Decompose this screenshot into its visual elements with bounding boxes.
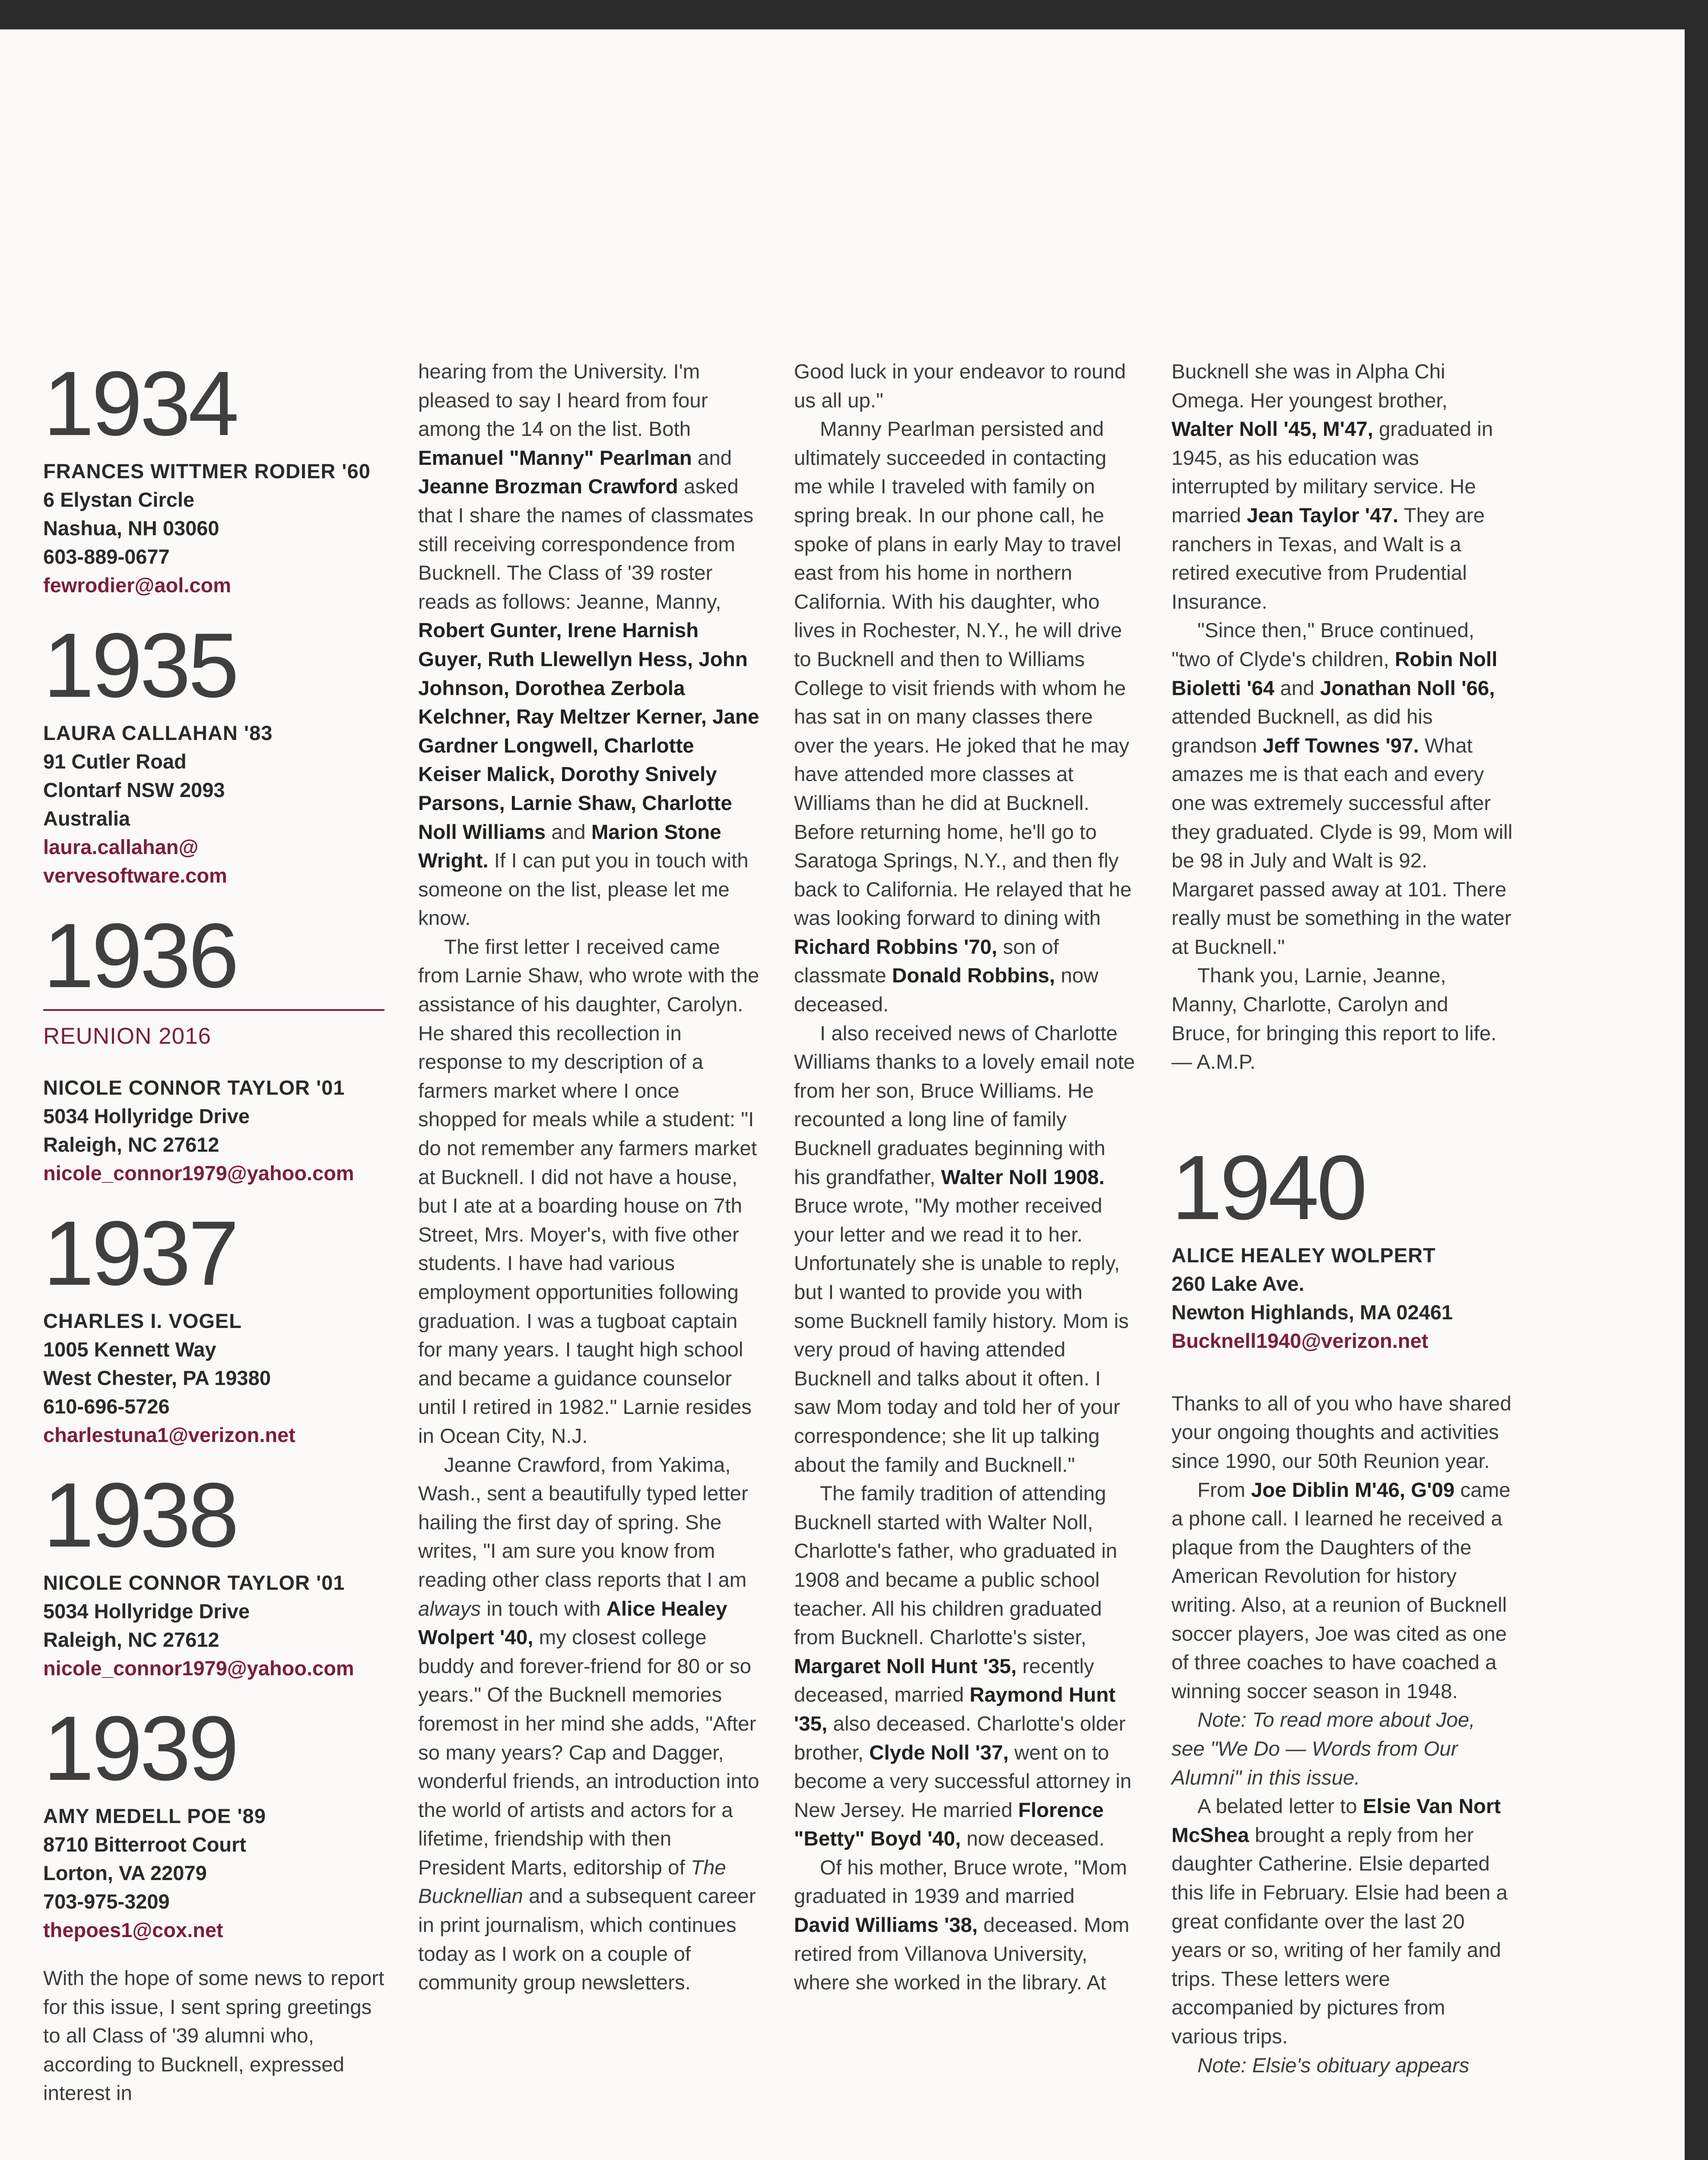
contact-1935	[43, 719, 384, 890]
column-4	[1171, 358, 1513, 2080]
contact-address: 5034 Hollyridge Drive	[43, 1600, 250, 1623]
contact-city: Raleigh, NC 27612	[43, 1628, 219, 1651]
contact-city: Raleigh, NC 27612	[43, 1133, 219, 1156]
note: Note: Elsie's obituary appears	[1197, 2054, 1470, 2077]
contact-name: AMY MEDELL POE '89	[43, 1804, 266, 1827]
contact-name: NICOLE CONNOR TAYLOR '01	[43, 1571, 345, 1594]
paragraph: Thank you, Larnie, Jeanne, Manny, Charlotte, Carolyn and Bruce, for bringing this report to life. — A.M.P.	[1171, 964, 1497, 1074]
paragraph: "Since then," Bruce continued, "two of Clyde's children, Robin Noll Bioletti '64 and Jonathan Noll '66, attended Bucknell, as did his grandson Jeff Townes '97. What amazes me is that each and every one was extremely successful after they graduated. Clyde is 99, Mom will be 98 in July and Walt is 92. Margaret passed away at 101. There really must be something in the water at Bucknell."	[1171, 619, 1513, 959]
contact-name: ALICE HEALEY WOLPERT	[1171, 1243, 1436, 1267]
year-heading-1940: 1940	[1171, 1136, 1365, 1239]
column-2	[418, 358, 759, 1998]
column-3	[794, 358, 1135, 1998]
paragraph: Of his mother, Bruce wrote, "Mom graduated in 1939 and married David Williams '38, deceased. Mom retired from Villanova University, where she worked in the library. At	[794, 1856, 1130, 1995]
contact-email[interactable]: thepoes1@cox.net	[43, 1919, 223, 1941]
contact-phone: 703-975-3209	[43, 1890, 170, 1913]
contact-email[interactable]: fewrodier@aol.com	[43, 574, 231, 597]
contact-1936	[43, 1074, 384, 1188]
year-heading-1935: 1935	[43, 614, 237, 716]
contact-1939	[43, 1802, 384, 1944]
contact-email[interactable]: Bucknell1940@verizon.net	[1171, 1329, 1429, 1352]
year-heading-1936: 1936	[43, 904, 237, 1007]
article-text-1940	[1171, 1390, 1513, 2080]
contact-email-cont[interactable]: vervesoftware.com	[43, 864, 227, 887]
paragraph: Manny Pearlman persisted and ultimately succeeded in contacting me while I traveled with family on spring break. In our phone call, he spoke of plans in early May to travel east from his home in northern California. With his daughter, who lives in Rochester, N.Y., he will drive to Bucknell and then to Williams College to visit friends with whom he has sat in on many classes there over the years. He joked that he may have attended more classes at Williams than he did at Bucknell. Before returning home, he'll go to Saratoga Springs, N.Y., and then fly back to California. He relayed that he was looking forward to dining with Richard Robbins '70, son of classmate Donald Robbins, now deceased.	[794, 418, 1132, 1016]
contact-1937	[43, 1307, 384, 1449]
contact-phone: 603-889-0677	[43, 545, 170, 568]
paragraph: The family tradition of attending Bucknell started with Walter Noll, Charlotte's father, who graduated in 1908 and became a public school teacher. All his children graduated from Bucknell. Charlotte's sister, Margaret Noll Hunt '35, recently deceased, married Raymond Hunt '35, also deceased. Charlotte's older brother, Clyde Noll '37, went on to become a very successful attorney in New Jersey. He married Florence "Betty" Boyd '40, now deceased.	[794, 1482, 1132, 1851]
paragraph: A belated letter to Elsie Van Nort McShea brought a reply from her daughter Catherine. Elsie departed this life in February. Elsie had been a great confidante over the last 20 years or so, writing of her family and trips. These letters were accompanied by pictures from various trips.	[1171, 1795, 1508, 2048]
contact-1938	[43, 1569, 384, 1683]
contact-city: Clontarf NSW 2093	[43, 778, 225, 801]
contact-name: FRANCES WITTMER RODIER '60	[43, 460, 371, 483]
reunion-label: REUNION 2016	[43, 1009, 384, 1049]
article-text-1939	[43, 1964, 384, 2108]
contact-address: 6 Elystan Circle	[43, 488, 195, 511]
paragraph: From Joe Diblin M'46, G'09 came a phone call. I learned he received a plaque from the Daughters of the American Revolution for history writing. Also, at a reunion of Bucknell soccer players, Joe was cited as one of three coaches to have coached a winning soccer season in 1948.	[1171, 1478, 1511, 1703]
paragraph: Jeanne Crawford, from Yakima, Wash., sent a beautifully typed letter hailing the first day of spring. She writes, "I am sure you know from reading other class reports that I am always in touch with Alice Healey Wolpert '40, my closest college buddy and forever-friend for 80 or so years." Of the Bucknell memories foremost in her mind she adds, "After so many years? Cap and Dagger, wonderful friends, an introduction into the world of artists and actors for a lifetime, friendship with then President Marts, editorship of The Bucknellian and a subsequent career in print journalism, which continues today as I work on a couple of community group newsletters.	[418, 1453, 759, 1995]
contact-address: 91 Cutler Road	[43, 750, 187, 773]
year-heading-1934: 1934	[43, 352, 237, 454]
contact-address: 8710 Bitterroot Court	[43, 1833, 247, 1856]
contact-name: CHARLES I. VOGEL	[43, 1309, 242, 1332]
contact-city: Lorton, VA 22079	[43, 1861, 207, 1884]
article-text	[794, 358, 1135, 1998]
contact-email[interactable]: nicole_connor1979@yahoo.com	[43, 1657, 354, 1680]
contact-city: West Chester, PA 19380	[43, 1366, 271, 1389]
contact-address: 5034 Hollyridge Drive	[43, 1105, 250, 1128]
note: Note: To read more about Joe, see "We Do — Words from Our Alumni" in this issue.	[1171, 1709, 1475, 1789]
article-text	[418, 358, 759, 1998]
contact-email[interactable]: charlestuna1@verizon.net	[43, 1423, 295, 1446]
contact-address: 260 Lake Ave.	[1171, 1272, 1305, 1295]
contact-address: 1005 Kennett Way	[43, 1338, 216, 1361]
contact-country: Australia	[43, 807, 130, 830]
contact-city: Newton Highlands, MA 02461	[1171, 1300, 1453, 1324]
contact-phone: 610-696-5726	[43, 1395, 170, 1418]
contact-name: LAURA CALLAHAN '83	[43, 721, 273, 744]
contact-name: NICOLE CONNOR TAYLOR '01	[43, 1076, 345, 1099]
paragraph: I also received news of Charlotte Williams thanks to a lovely email note from her son, Bruce Williams. He recounted a long line of family Bucknell graduates beginning with his grandfather, Walter Noll 1908. Bruce wrote, "My mother received your letter and we read it to her. Unfortunately she is unable to reply, but I wanted to provide you with some Bucknell family history. Mom is very proud of having attended Bucknell and talks about it often. I saw Mom today and told her of your correspondence; she lit up talking about the family and Bucknell."	[794, 1022, 1135, 1477]
contact-1940	[1171, 1241, 1513, 1355]
magazine-page	[0, 29, 1685, 2160]
paragraph: With the hope of some news to report for this issue, I sent spring greetings to all Class of '39 alumni who, according to Bucknell, expressed interest in	[43, 1967, 384, 2105]
article-text	[1171, 358, 1513, 1077]
contact-email[interactable]: nicole_connor1979@yahoo.com	[43, 1162, 354, 1185]
contact-1934	[43, 457, 384, 600]
column-1	[43, 352, 384, 2108]
year-heading-1939: 1939	[43, 1697, 237, 1799]
paragraph: Good luck in your endeavor to round us all up."	[794, 360, 1126, 412]
paragraph: The first letter I received came from Larnie Shaw, who wrote with the assistance of his daughter, Carolyn. He shared this recollection in response to my description of a farmers market where I once shopped for meals while a student: "I do not remember any farmers market at Bucknell. I did not have a house, but I ate at a boarding house on 7th Street, Mrs. Moyer's, with five other students. I have had various employment opportunities following graduation. I was a tugboat captain for many years. I taught high school and became a guidance counselor until I retired in 1982." Larnie resides in Ocean City, N.J.	[418, 935, 759, 1448]
contact-city: Nashua, NH 03060	[43, 517, 219, 540]
paragraph: hearing from the University. I'm pleased to say I heard from four among the 14 on the list. Both Emanuel "Manny" Pearlman and Jeanne Brozman Crawford asked that I share the names of classmates still receiving correspondence from Bucknell. The Class of '39 roster reads as follows: Jeanne, Manny, Robert Gunter, Irene Harnish Guyer, Ruth Llewellyn Hess, John Johnson, Dorothea Zerbola Kelchner, Ray Meltzer Kerner, Jane Gardner Longwell, Charlotte Keiser Malick, Dorothy Snively Parsons, Larnie Shaw, Charlotte Noll Williams and Marion Stone Wright. If I can put you in touch with someone on the list, please let me know.	[418, 360, 759, 930]
year-heading-1938: 1938	[43, 1464, 237, 1566]
year-heading-1937: 1937	[43, 1202, 237, 1304]
paragraph: Thanks to all of you who have shared your ongoing thoughts and activities since 1990, our 50th Reunion year.	[1171, 1392, 1511, 1473]
paragraph: Bucknell she was in Alpha Chi Omega. Her youngest brother, Walter Noll '45, M'47, graduated in 1945, as his education was interrupted by military service. He married Jean Taylor '47. They are ranchers in Texas, and Walt is a retired executive from Prudential Insurance.	[1171, 360, 1493, 613]
contact-email[interactable]: laura.callahan@	[43, 835, 199, 858]
